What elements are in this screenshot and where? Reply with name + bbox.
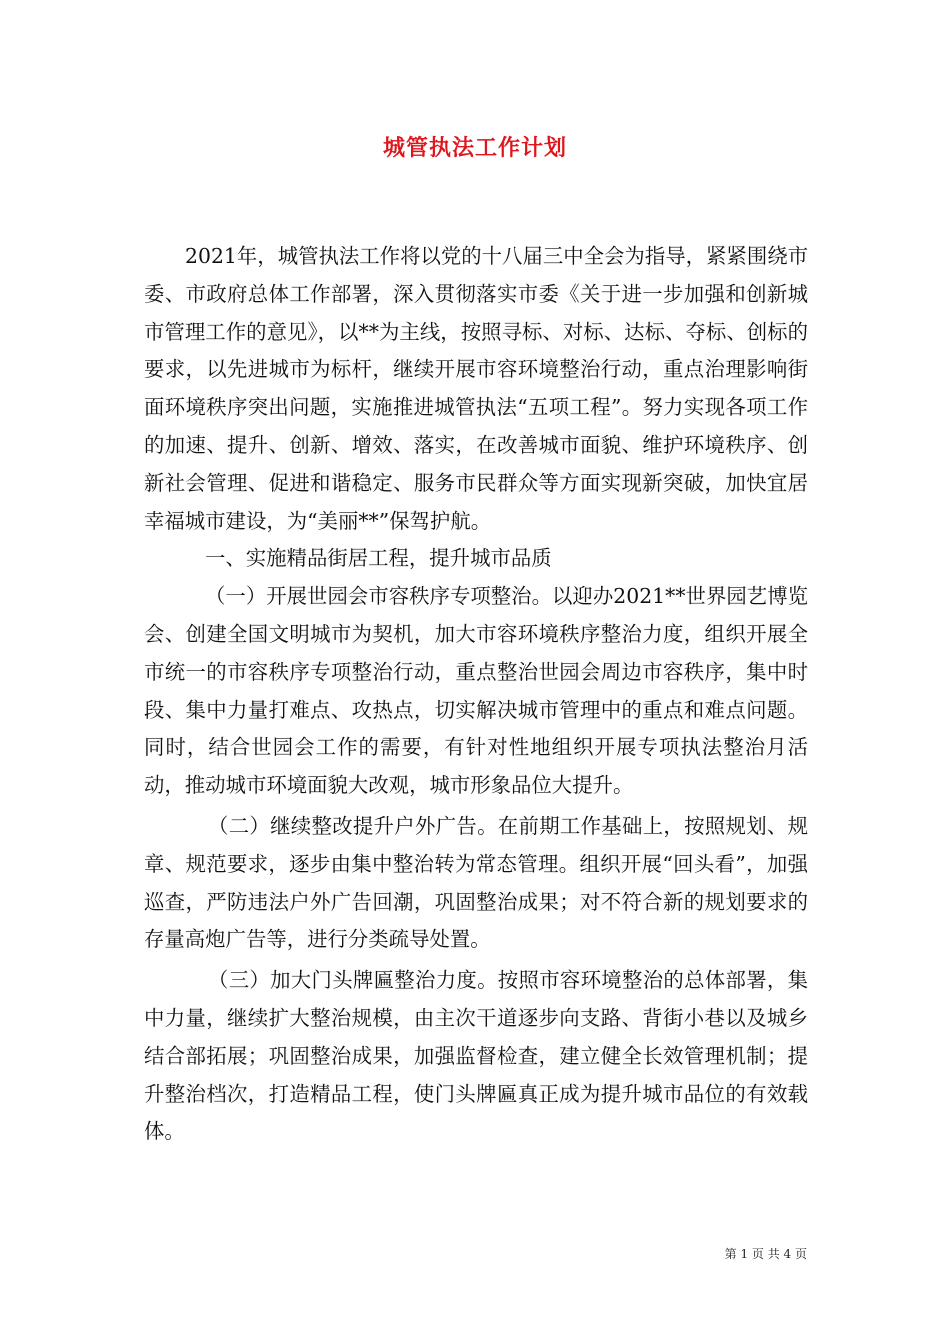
subsection-paragraph-2: （二）继续整改提升户外广告。在前期工作基础上，按照规划、规章、规范要求，逐步由集中整治转为常态管理。组织开展“回头看”，加强巡查，严防违法户外广告回潮，巩固整治成果；对不符合新的规划要求的存量高炮广告等，进行分类疏导处置。 (144, 813, 808, 952)
page-number: 第 1 页 共 4 页 (724, 1247, 807, 1261)
subsection-paragraph-3: （三）加大门头牌匾整治力度。按照市容环境整治的总体部署，集中力量，继续扩大整治规模，由主次干道逐步向支路、背街小巷以及城乡结合部拓展；巩固整治成果，加强监督检查，建立健全长效管理机制；提升整治档次，打造精品工程，使门头牌匾真正成为提升城市品位的有效载体。 (144, 968, 808, 1144)
subsection-paragraph-1: （一）开展世园会市容秩序专项整治。以迎办2021**世界园艺博览会、创建全国文明城市为契机，加大市容环境秩序整治力度，组织开展全市统一的市容秩序专项整治行动，重点整治世园会周边市容秩序，集中时段、集中力量打难点、攻热点，切实解决城市管理中的重点和难点问题。同时，结合世园会工作的需要，有针对性地组织开展专项执法整治月活动，推动城市环境面貌大改观，城市形象品位大提升。 (144, 584, 808, 798)
intro-paragraph: 2021年，城管执法工作将以党的十八届三中全会为指导，紧紧围绕市委、市政府总体工作部署，深入贯彻落实市委《关于进一步加强和创新城市管理工作的意见》，以**为主线，按照寻标、对标、达标、夺标、创标的要求，以先进城市为标杆，继续开展市容环境整治行动，重点治理影响街面环境秩序突出问题，实施推进城管执法“五项工程”。努力实现各项工作的加速、提升、创新、增效、落实，在改善城市面貌、维护环境秩序、创新社会管理、促进和谐稳定、服务市民群众等方面实现新突破，加快宜居幸福城市建设，为“美丽**”保驾护航。 (144, 244, 808, 533)
section-heading: 一、实施精品街居工程，提升城市品质 (205, 546, 552, 571)
document-body (144, 238, 808, 1151)
document-title: 城管执法工作计划 (382, 135, 567, 161)
